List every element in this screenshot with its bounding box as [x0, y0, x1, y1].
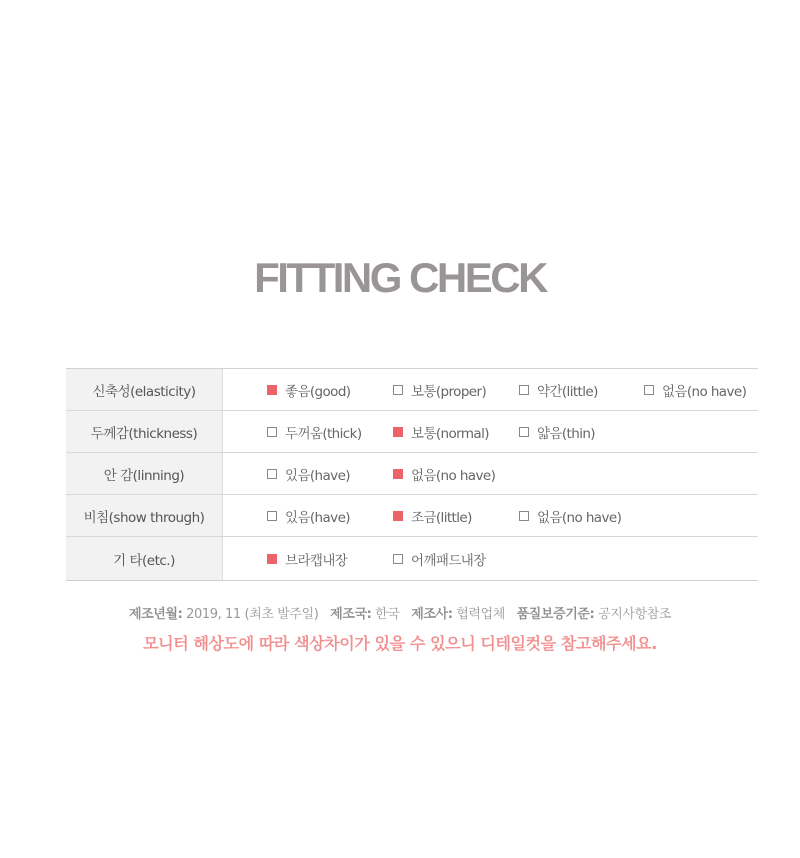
option-label: 없음(no have) [662, 383, 747, 400]
option-label: 두꺼움(thick) [285, 425, 362, 442]
option-have [267, 453, 350, 494]
option-label: 없음(no have) [537, 509, 622, 526]
option-label: 약간(little) [537, 383, 598, 400]
row-label: 안 감(linning) [66, 453, 223, 494]
option-bra-cap [267, 537, 347, 580]
product-info-line [0, 603, 800, 622]
option-group [223, 369, 758, 410]
checkbox-empty-icon [393, 554, 403, 564]
checkbox-empty-icon [519, 427, 529, 437]
maker-value: 협력업체 [456, 607, 505, 622]
option-shoulder-pad [393, 537, 486, 580]
option-good [267, 369, 350, 410]
checkbox-empty-icon [519, 511, 529, 521]
option-label: 브라캡내장 [285, 552, 348, 569]
warranty-value: 공지사항참조 [598, 607, 672, 622]
checkbox-empty-icon [267, 469, 277, 479]
option-label: 보통(normal) [411, 425, 489, 442]
option-group [223, 495, 758, 536]
country-value: 한국 [375, 607, 400, 622]
option-have [267, 495, 350, 536]
option-normal [393, 411, 489, 452]
table-row-etc [66, 537, 758, 581]
checkbox-empty-icon [519, 385, 529, 395]
row-label: 비침(show through) [66, 495, 223, 536]
warranty-label: 품질보증기준: [516, 607, 595, 622]
option-no-have [519, 495, 621, 536]
checkbox-checked-icon [267, 554, 277, 564]
option-label: 어깨패드내장 [411, 552, 486, 569]
option-label: 조금(little) [411, 509, 472, 526]
option-little [393, 495, 472, 536]
option-label: 좋음(good) [285, 383, 351, 400]
table-row-show-through [66, 495, 758, 537]
option-no-have [644, 369, 746, 410]
option-proper [393, 369, 486, 410]
checkbox-checked-icon [267, 385, 277, 395]
option-group [223, 411, 758, 452]
option-label: 있음(have) [285, 509, 350, 526]
checkbox-checked-icon [393, 511, 403, 521]
page-title: FITTING CHECK [254, 254, 546, 301]
checkbox-checked-icon [393, 427, 403, 437]
table-row-thickness [66, 411, 758, 453]
option-thin [519, 411, 595, 452]
checkbox-empty-icon [393, 385, 403, 395]
row-label: 신축성(elasticity) [66, 369, 223, 410]
option-group [223, 537, 758, 580]
maker-label: 제조사: [411, 607, 453, 622]
country-label: 제조국: [330, 607, 372, 622]
table-row-elasticity [66, 369, 758, 411]
checkbox-checked-icon [393, 469, 403, 479]
option-group [223, 453, 758, 494]
option-label: 없음(no have) [411, 467, 496, 484]
checkbox-empty-icon [267, 511, 277, 521]
date-label: 제조년월: [128, 607, 183, 622]
row-label: 기 타(etc.) [66, 537, 223, 580]
date-value: 2019, 11 (최초 발주일) [186, 607, 319, 622]
option-thick [267, 411, 362, 452]
option-no-have [393, 453, 495, 494]
option-label: 있음(have) [285, 467, 350, 484]
option-label: 보통(proper) [411, 383, 487, 400]
table-row-linning [66, 453, 758, 495]
row-label: 두께감(thickness) [66, 411, 223, 452]
checkbox-empty-icon [644, 385, 654, 395]
fitting-check-table [66, 368, 758, 581]
option-little [519, 369, 598, 410]
color-notice: 모니터 해상도에 따라 색상차이가 있을 수 있으니 디테일컷을 참고해주세요. [143, 634, 657, 653]
option-label: 얇음(thin) [537, 425, 595, 442]
checkbox-empty-icon [267, 427, 277, 437]
